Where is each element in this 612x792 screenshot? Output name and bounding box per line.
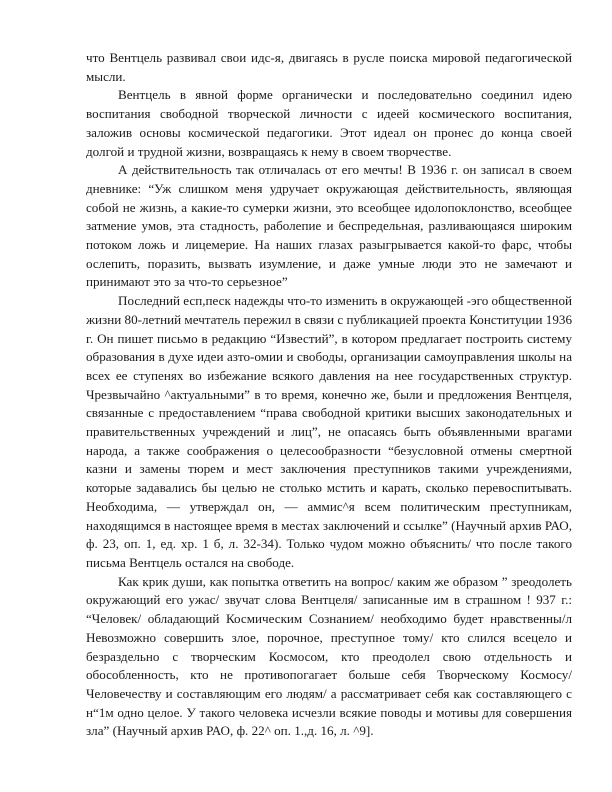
paragraph-constitution-letter: Последний есп,песк надежды что-то изменить в окружающей -эго общественной жизни 80-летний мечтатель пережил в связи с публикацией проекта Конституции 1936 г. Он пишет письмо в редакцию “Известий”, в котором предлагает построить систему образования в духе идеи азто-омии и свободы, организации самоуправления школы на всех ее ступенях во избежание всякого давления на нее государственных структур. Чрезвычайно ^актуальными” в то время, конечно же, были и предложения Вентцеля, связанные с предоставлением “права свободной критики высших законодательных и правительственных учреждений и лиц”, не опасаясь быть объявленными врагами народа, а также соображения о целесообразности “безусловной отмены смертной казни и замены тюрем и мест заключения преступников такими учреждениями, которые задавались бы целью не столько мстить и карать, сколько перевоспитывать. Необходима, — утверждал он, — аммис^я всем политическим преступникам, находящимся в настоящее время в местах заключений и ссылке” (Научный архив РАО, ф. 23, оп. 1, ед. хр. 1 б, л. 32-34). Только чудом можно объяснить/ что после такого письма Вентцель остался на свободе. xyxy=(86,293,572,570)
paragraph-continuation: что Вентцель развивал свои идс-я, двигаясь в русле поиска мировой педагогической мысли. xyxy=(86,50,572,84)
document-body xyxy=(86,49,572,741)
paragraph-diary-1936: А действительность так отличалась от его мечты! В 1936 г. он записал в своем дневнике: “Уж слишком меня удручает окружающая действительность, являющая собой не жизнь, а какие-то сумерки жизни, это всеобщее идолопоклонство, всеобщее затмение умов, эта стадность, раболепие и беспредельная, разливающаяся широким потоком ложь и лицемерие. На наших глазах разыгрывается какой-то фарс, чтобы ослепить, поразить, вызвать изумление, и даже умные люди это не замечают и принимают это за что-то серьезное” xyxy=(86,162,572,290)
paragraph-cosmic-consciousness: Как крик души, как попытка ответить на вопрос/ каким же образом ” зреодолеть окружающий его ужас/ звучат слова Вентцеля/ записанные им в страшном ! 937 г.: “Человек/ обладающий Космическим Сознанием/ необходимо будет нравственны/л Невозможно совершить злое, порочное, преступное тому/ кто слился всецело и безраздельно с творческим Космосом, кто преодолел свою отдельность и обособленность, кто не противопогагает больше себя Творческому Космосу/ Человечеству и составляющим его людям/ а рассматривает себя как составляющего с н“1м одно целое. У такого человека исчезли всякие поводы и мотивы для совершения зла” (Научный архив РАО, ф. 22^ оп. 1.,д. 16, л. ^9]. xyxy=(86,573,572,739)
paragraph-cosmic-pedagogy: Вентцель в явной форме органически и последовательно соединил идею воспитания свободной творческой личности с идеей космического воспитания, заложив основы космической педагогики. Этот идеал он пронес до конца своей долгой и трудной жизни, возвращаясь к нему в своем творчестве. xyxy=(86,87,572,159)
